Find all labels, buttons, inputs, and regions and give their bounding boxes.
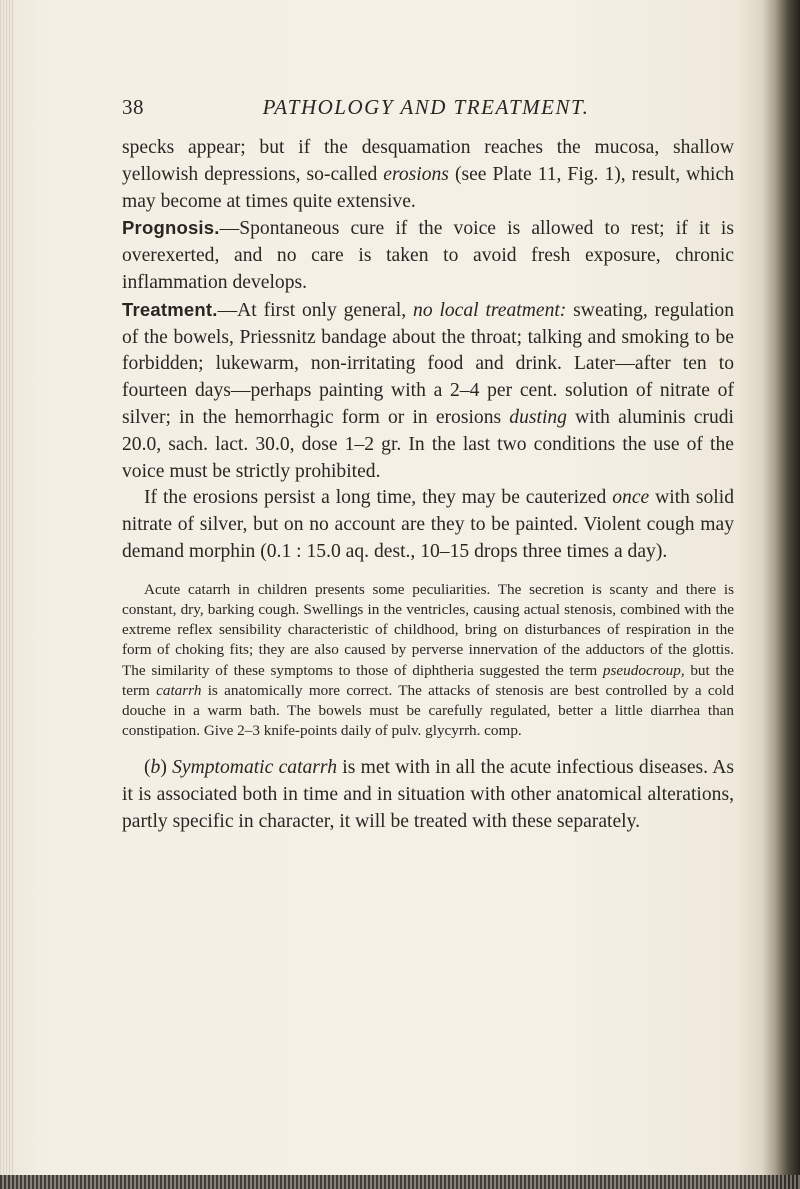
- page-left-edge: [0, 0, 14, 1189]
- page-body: [122, 135, 734, 836]
- paragraph-prognosis: Prognosis.—Spontaneous cure if the voice is allowed to rest; if it is overexerted, and no care is taken to avoid fresh exposure, chronic inflammation develops.: [122, 217, 734, 293]
- paragraph-erosions: If the erosions persist a long time, they may be cauterized once with solid nitrate of silver, but on no account are they to be painted. Violent cough may demand morphin (0.1 : 15.0 aq. dest., 10–15 drops three times a day).: [122, 487, 734, 562]
- paragraph-desquamation: specks appear; but if the desquamation reaches the mucosa, shallow yellowish depressions, so-called erosions (see Plate 11, Fig. 1), result, which may become at times quite extensive.: [122, 137, 734, 212]
- paragraph-acute-catarrh-children: Acute catarrh in children presents some peculiarities. The secretion is scanty and there is constant, dry, barking cough. Swellings in the ventricles, causing actual stenosis, combined with the extreme reflex sensibility characteristic of childhood, bring on disturbances of respiration in the form of choking fits; they are also caused by perverse innervation of the adductors of the glottis. The similarity of these symptoms to those of diphtheria suggested the term pseudocroup, but the term catarrh is anatomically more correct. The attacks of stenosis are best controlled by a cold douche in a warm bath. The bowels must be carefully regulated, better a little diarrhea than constipation. Give 2–3 knife-points daily of pulv. glycyrrh. comp.: [122, 580, 734, 740]
- paragraph-symptomatic-catarrh: (b) Symptomatic catarrh is met with in all the acute infectious diseases. As it is associated both in time and in situation with other anatomical alterations, partly specific in character, it will be treated with these separately.: [122, 757, 734, 832]
- paragraph-treatment: Treatment.—At first only general, no local treatment: sweating, regulation of the bowels, Priessnitz bandage about the throat; talking and smoking to be forbidden; lukewarm, non-irritating food and drink. Later—after ten to fourteen days—perhaps painting with a 2–4 per cent. solution of nitrate of silver; in the hemorrhagic form or in erosions dusting with aluminis crudi 20.0, sach. lact. 30.0, dose 1–2 gr. In the last two conditions the use of the voice must be strictly prohibited.: [122, 298, 734, 482]
- book-binding-shadow: [762, 0, 800, 1189]
- page-number: 38: [122, 95, 144, 119]
- prognosis-heading: Prognosis.: [122, 217, 220, 239]
- running-title: PATHOLOGY AND TREATMENT.: [262, 95, 590, 119]
- page-bottom-edge: [0, 1175, 800, 1189]
- treatment-heading: Treatment.: [122, 298, 218, 320]
- page-header: [122, 95, 730, 125]
